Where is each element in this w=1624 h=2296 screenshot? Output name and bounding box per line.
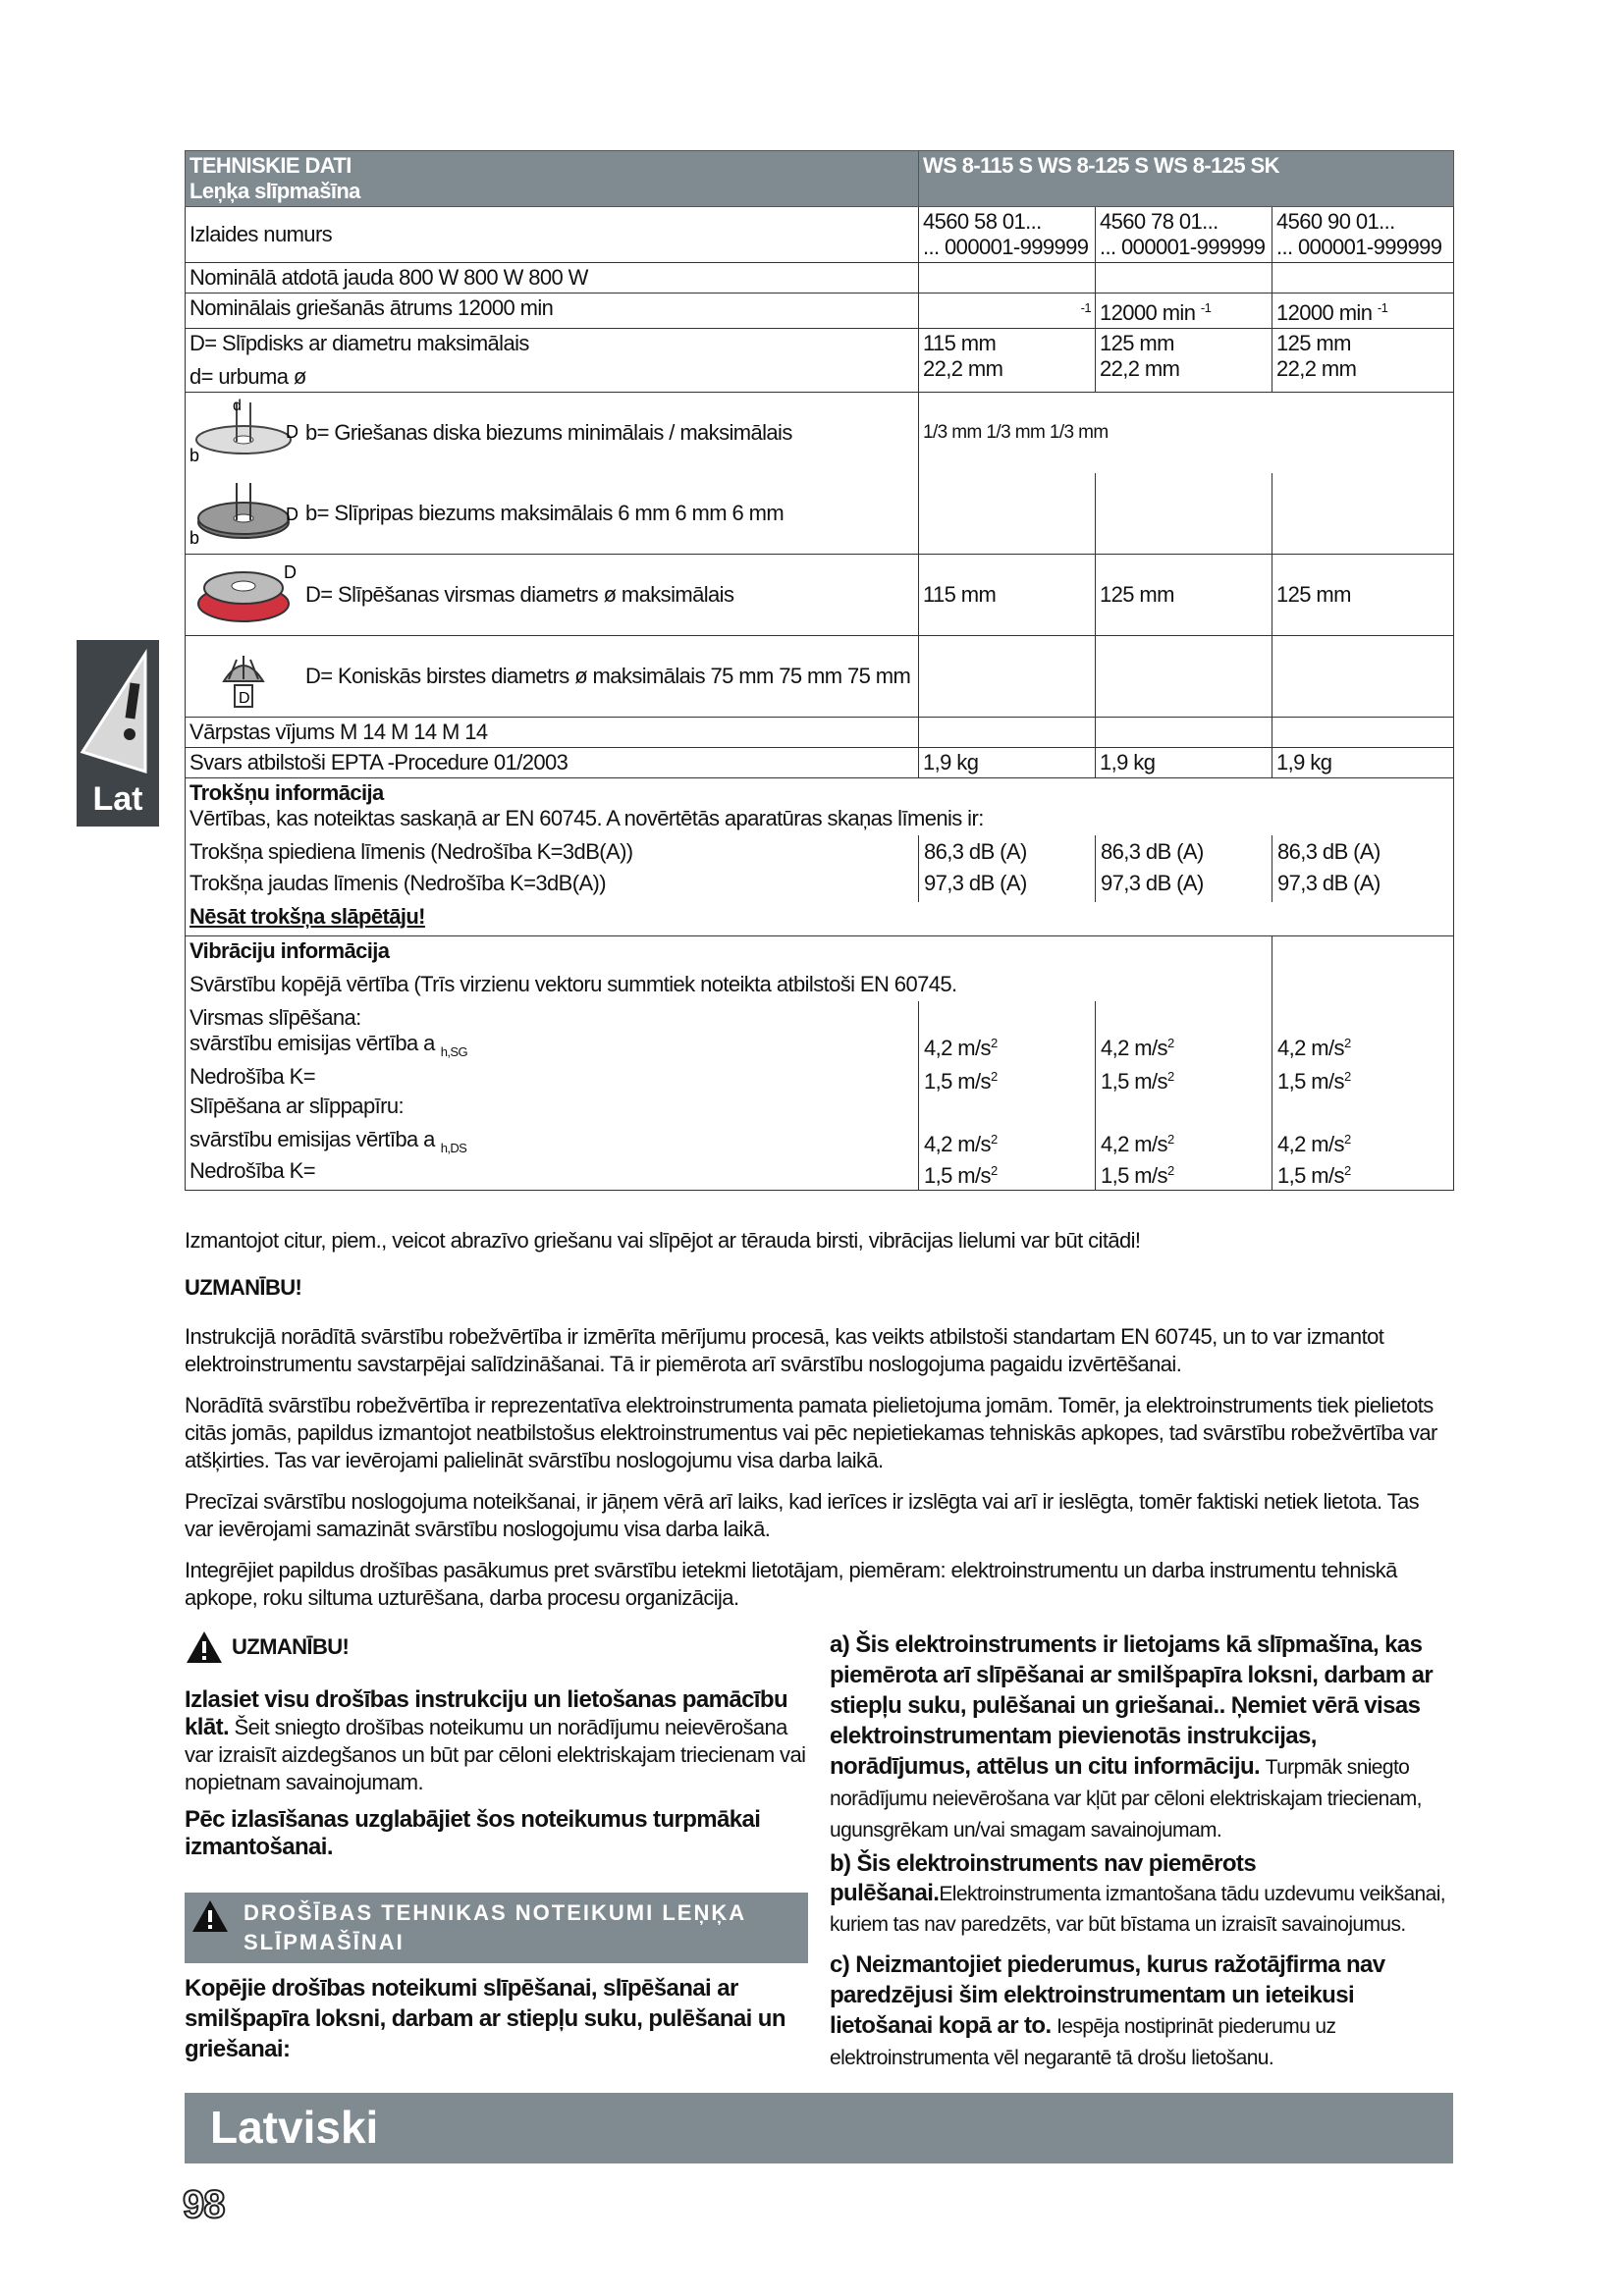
warning-triangle-icon — [185, 1629, 224, 1665]
svg-text:d: d — [233, 399, 242, 414]
ear-protection-note: Nēsāt trokšņa slāpētāju! — [189, 904, 425, 929]
page-number: 98 — [183, 2183, 225, 2226]
cell: 4,2 m/s — [1277, 1036, 1344, 1060]
cell: 4560 78 01... — [1100, 209, 1218, 234]
rule-a-text: Turpmāk sniegto norādījumu neievērošana var kļūt par cēloni elektriskajam triecienam, ugunsgrēkam un/vai smagam savainojumam. — [830, 1756, 1422, 1842]
warning-bold-text: Izlasiet visu drošības instrukciju un lietošanas pamācību klāt. — [185, 1686, 787, 1740]
bar-line: SLĪPMAŠĪNAI — [244, 1930, 405, 1954]
table-title: TEHNISKIE DATI — [189, 153, 352, 178]
cell: ... 000001-999999 — [1276, 235, 1442, 259]
row-label: b= Slīpripas biezums maksimālais 6 mm 6 mm 6 mm — [305, 501, 785, 525]
cell: 12000 min — [1276, 300, 1373, 325]
warning-text: Šeit sniegto drošības noteikumu un norādījumu neievērošana var izraisīt aizdegšanos un būt par cēloni elektriskajam triecienam vai nopietnam savainojumam. — [185, 1715, 806, 1794]
cell: 2 — [1343, 1069, 1351, 1084]
cell: 4,2 m/s — [1101, 1132, 1167, 1156]
side-tab-label: Lat — [92, 780, 143, 818]
cell: 4,2 m/s — [1101, 1036, 1167, 1060]
cell: 1,5 m/s — [924, 1069, 991, 1094]
row-label: Nedrošība K= — [189, 1158, 315, 1183]
table-row — [186, 294, 1454, 329]
cell: 1/3 mm 1/3 mm 1/3 mm — [919, 393, 1454, 474]
paragraph: Precīzai svārstību noslogojuma noteikšanai, ir jāņem vērā arī laiks, kad ierīces ir izslēgta vai arī ir ieslēgta, tomēr faktiski netiek lietota. Tas var ievērojami samazināt svārstību noslogojumu visa darba laikā. — [185, 1489, 1420, 1541]
cell: 97,3 dB (A) — [1101, 871, 1204, 895]
cell: 2 — [990, 1132, 998, 1147]
cell: 125 mm — [1096, 555, 1272, 636]
cell: 125 mm — [1276, 331, 1351, 355]
rule-b-text: Elektroinstrumenta izmantošana tādu uzdevumu veikšanai, kuriem tas nav paredzēts, var būt bīstama un izraisīt savainojumus. — [830, 1883, 1446, 1936]
cell: 2 — [990, 1069, 998, 1084]
cell: 2 — [1343, 1163, 1351, 1178]
bar-line: DROŠĪBAS TEHNIKAS NOTEIKUMI LEŅĶA — [244, 1900, 747, 1925]
cell: 97,3 dB (A) — [1277, 871, 1380, 895]
cell: 1,9 kg — [1096, 748, 1272, 778]
row-label: Trokšņa jaudas līmenis (Nedrošība K=3dB(A)) — [189, 871, 606, 895]
cell: ... 000001-999999 — [923, 235, 1089, 259]
cell: 1,5 m/s — [1277, 1163, 1344, 1188]
cell: 1,5 m/s — [1101, 1163, 1167, 1188]
cell: 2 — [1166, 1069, 1174, 1084]
vibration-description: Svārstību kopējā vērtība (Trīs virzienu vektoru summtiek noteikta atbilstoši EN 60745. — [189, 972, 957, 996]
cell: 86,3 dB (A) — [924, 839, 1027, 864]
table-row — [186, 718, 1454, 748]
vibration-section — [186, 936, 1454, 1191]
common-rules-heading: Kopējie drošības noteikumi slīpēšanai, slīpēšanai ar smilšpapīra loksni, darbam ar stiepļu suku, pulēšanai un griešanai: — [185, 1975, 785, 2062]
row-label: D= Slīpdisks ar diametru maksimālais — [189, 331, 529, 355]
cell: 22,2 mm — [923, 356, 1003, 381]
grinding-wheel-icon — [189, 479, 298, 548]
svg-text:D: D — [286, 505, 298, 524]
cell: -1 — [1377, 300, 1388, 315]
table-row — [186, 263, 1454, 294]
sanding-disc-icon — [189, 559, 298, 631]
cell: 97,3 dB (A) — [924, 871, 1027, 895]
table-header-row — [186, 151, 1454, 207]
warning-icon — [77, 644, 159, 781]
svg-text:b: b — [189, 528, 199, 548]
row-label: b= Griešanas diska biezums minimālais / maksimālais — [305, 420, 792, 445]
cell: 2 — [1166, 1132, 1174, 1147]
row-label: Trokšņa spiediena līmenis (Nedrošība K=3dB(A)) — [189, 839, 633, 864]
cell: 2 — [1166, 1163, 1174, 1178]
noise-heading: Trokšņu informācija — [189, 780, 384, 805]
table-row — [186, 748, 1454, 778]
cell: -1 — [1200, 300, 1212, 315]
tech-data-table — [185, 150, 1454, 1191]
cutting-disc-icon — [189, 399, 298, 467]
safety-rules-bar — [185, 1893, 808, 1963]
vibration-note: Izmantojot citur, piem., veicot abrazīvo griešanu vai slīpējot ar tērauda birsti, vibrācijas lielumi var būt citādi! — [185, 1228, 1141, 1253]
subscript: h,DS — [440, 1141, 467, 1155]
cell: 4560 90 01... — [1276, 209, 1395, 234]
row-label: D= Koniskās birstes diametrs ø maksimālais 75 mm 75 mm 75 mm — [305, 664, 911, 688]
row-label: Nominālais griešanās ātrums 12000 min — [186, 294, 919, 329]
table-row — [186, 207, 1454, 263]
row-label: Svars atbilstoši EPTA -Procedure 01/2003 — [186, 748, 919, 778]
rule-c-text: Iespēja nostiprināt piederumu uz elektroinstrumenta vēl negarantē tā drošu lietošanu. — [830, 2015, 1336, 2069]
warning-title: UZMANĪBU! — [232, 1634, 350, 1659]
row-label: Vārpstas vījums M 14 M 14 M 14 — [186, 718, 919, 748]
cell: 125 mm — [1100, 331, 1174, 355]
row-label: Nedrošība K= — [189, 1064, 315, 1089]
cell: 2 — [1166, 1036, 1174, 1050]
svg-text:D: D — [239, 690, 249, 707]
cell: 4560 58 01... — [923, 209, 1042, 234]
subscript: h,SG — [440, 1044, 467, 1059]
noise-description: Vērtības, kas noteiktas saskaņā ar EN 60745. A novērtētās aparatūras skaņas līmenis ir: — [189, 806, 984, 830]
cell: 22,2 mm — [1276, 356, 1357, 381]
warning-heading — [185, 1629, 349, 1665]
row-label: Virsmas slīpēšana: — [189, 1005, 361, 1030]
svg-text:D: D — [284, 562, 297, 582]
cell: 2 — [990, 1163, 998, 1178]
table-row — [186, 473, 1454, 555]
cell: 2 — [990, 1036, 998, 1050]
cell: 1,5 m/s — [924, 1163, 991, 1188]
table-row — [186, 393, 1454, 474]
cell: 2 — [1343, 1132, 1351, 1147]
cell: 86,3 dB (A) — [1277, 839, 1380, 864]
cell: ... 000001-999999 — [1100, 235, 1266, 259]
table-row — [186, 555, 1454, 636]
noise-section — [186, 778, 1454, 936]
table-models: WS 8-115 S WS 8-125 S WS 8-125 SK — [919, 151, 1454, 207]
cell: 12000 min — [1100, 300, 1196, 325]
svg-text:b: b — [189, 446, 199, 465]
cell: 1,5 m/s — [1101, 1069, 1167, 1094]
svg-text:D: D — [286, 422, 298, 442]
cell: 2 — [1343, 1036, 1351, 1050]
cell: 125 mm — [1272, 555, 1454, 636]
vibration-heading: Vibrāciju informācija — [189, 938, 390, 963]
row-label: Slīpēšana ar slīppapīru: — [189, 1094, 404, 1118]
rule-b-bold: b) Šis elektroinstruments nav piemērots pulēšanai. — [830, 1850, 1257, 1906]
rule-c-bold: c) Neizmantojiet piederumus, kurus ražotājfirma nav paredzējusi šim elektroinstrumentam un ieteikusi lietošanai kopā ar to. — [830, 1951, 1385, 2039]
row-label: d= urbuma ø — [189, 364, 306, 389]
cell: 115 mm — [919, 555, 1096, 636]
table-row — [186, 329, 1454, 393]
paragraph: Integrējiet papildus drošības pasākumus pret svārstību ietekmi lietotājam, piemēram: elektroinstrumentu un darba instrumentu tehniskā apkope, roku siltuma uzturēšana, darba procesu organizācija. — [185, 1558, 1397, 1610]
paragraph: Instrukcijā norādītā svārstību robežvērtība ir izmērīta mērījumu procesā, kas veikts atbilstoši standartam EN 60745, un to var izmantot elektroinstrumentu savstarpējai salīdzināšanai. Tā ir piemērota arī svārstību noslogojuma pagaidu izvērtēšanai. — [185, 1324, 1384, 1376]
footer-language: Latviski — [210, 2102, 379, 2153]
warning-triangle-icon — [190, 1898, 230, 1934]
cell: 86,3 dB (A) — [1101, 839, 1204, 864]
cell: 4,2 m/s — [1277, 1132, 1344, 1156]
row-label: Nominālā atdotā jauda 800 W 800 W 800 W — [186, 263, 919, 294]
keep-instructions: Pēc izlasīšanas uzglabājiet šos noteikumus turpmākai izmantošanai. — [185, 1806, 761, 1860]
cell: -1 — [1080, 300, 1091, 315]
cell: 1,5 m/s — [1277, 1069, 1344, 1094]
row-label: Izlaides numurs — [186, 207, 919, 263]
conical-brush-icon — [189, 642, 298, 711]
caution-heading: UZMANĪBU! — [185, 1275, 302, 1300]
cell: 1,9 kg — [919, 748, 1096, 778]
cell: 1,9 kg — [1272, 748, 1454, 778]
language-footer-bar — [185, 2093, 1453, 2163]
cell: 4,2 m/s — [924, 1036, 991, 1060]
row-label: D= Slīpēšanas virsmas diametrs ø maksimālais — [305, 582, 734, 607]
row-label: svārstību emisijas vērtība a — [189, 1031, 435, 1055]
row-label: svārstību emisijas vērtība a — [189, 1127, 435, 1151]
table-row — [186, 636, 1454, 718]
table-subtitle: Leņķa slīpmašīna — [189, 179, 360, 203]
cell: 115 mm — [923, 331, 997, 355]
cell: 4,2 m/s — [924, 1132, 991, 1156]
paragraph: Norādītā svārstību robežvērtība ir reprezentatīva elektroinstrumenta pamata pielietojuma jomām. Tomēr, ja elektroinstruments tiek pielietots citās jomās, papildus izmantojot neatbilstošus elektroinstrumentus vai pēc nepietiekamas tehniskās apkopes, tad svārstību robežvērtība var atšķirties. Tas var ievērojami palielināt svārstību noslogojumu visa darba laikā. — [185, 1393, 1437, 1472]
cell: 22,2 mm — [1100, 356, 1180, 381]
rule-a-bold: a) Šis elektroinstruments ir lietojams kā slīpmašīna, kas piemērota arī slīpēšanai ar smilšpapīra loksni, darbam ar stiepļu suku, pulēšanai un griešanai.. Ņemiet vērā visas elektroinstrumentam pievienotās instrukcijas, norādījumus, attēlus un citu informāciju. — [830, 1631, 1434, 1780]
language-side-tab — [77, 640, 159, 827]
